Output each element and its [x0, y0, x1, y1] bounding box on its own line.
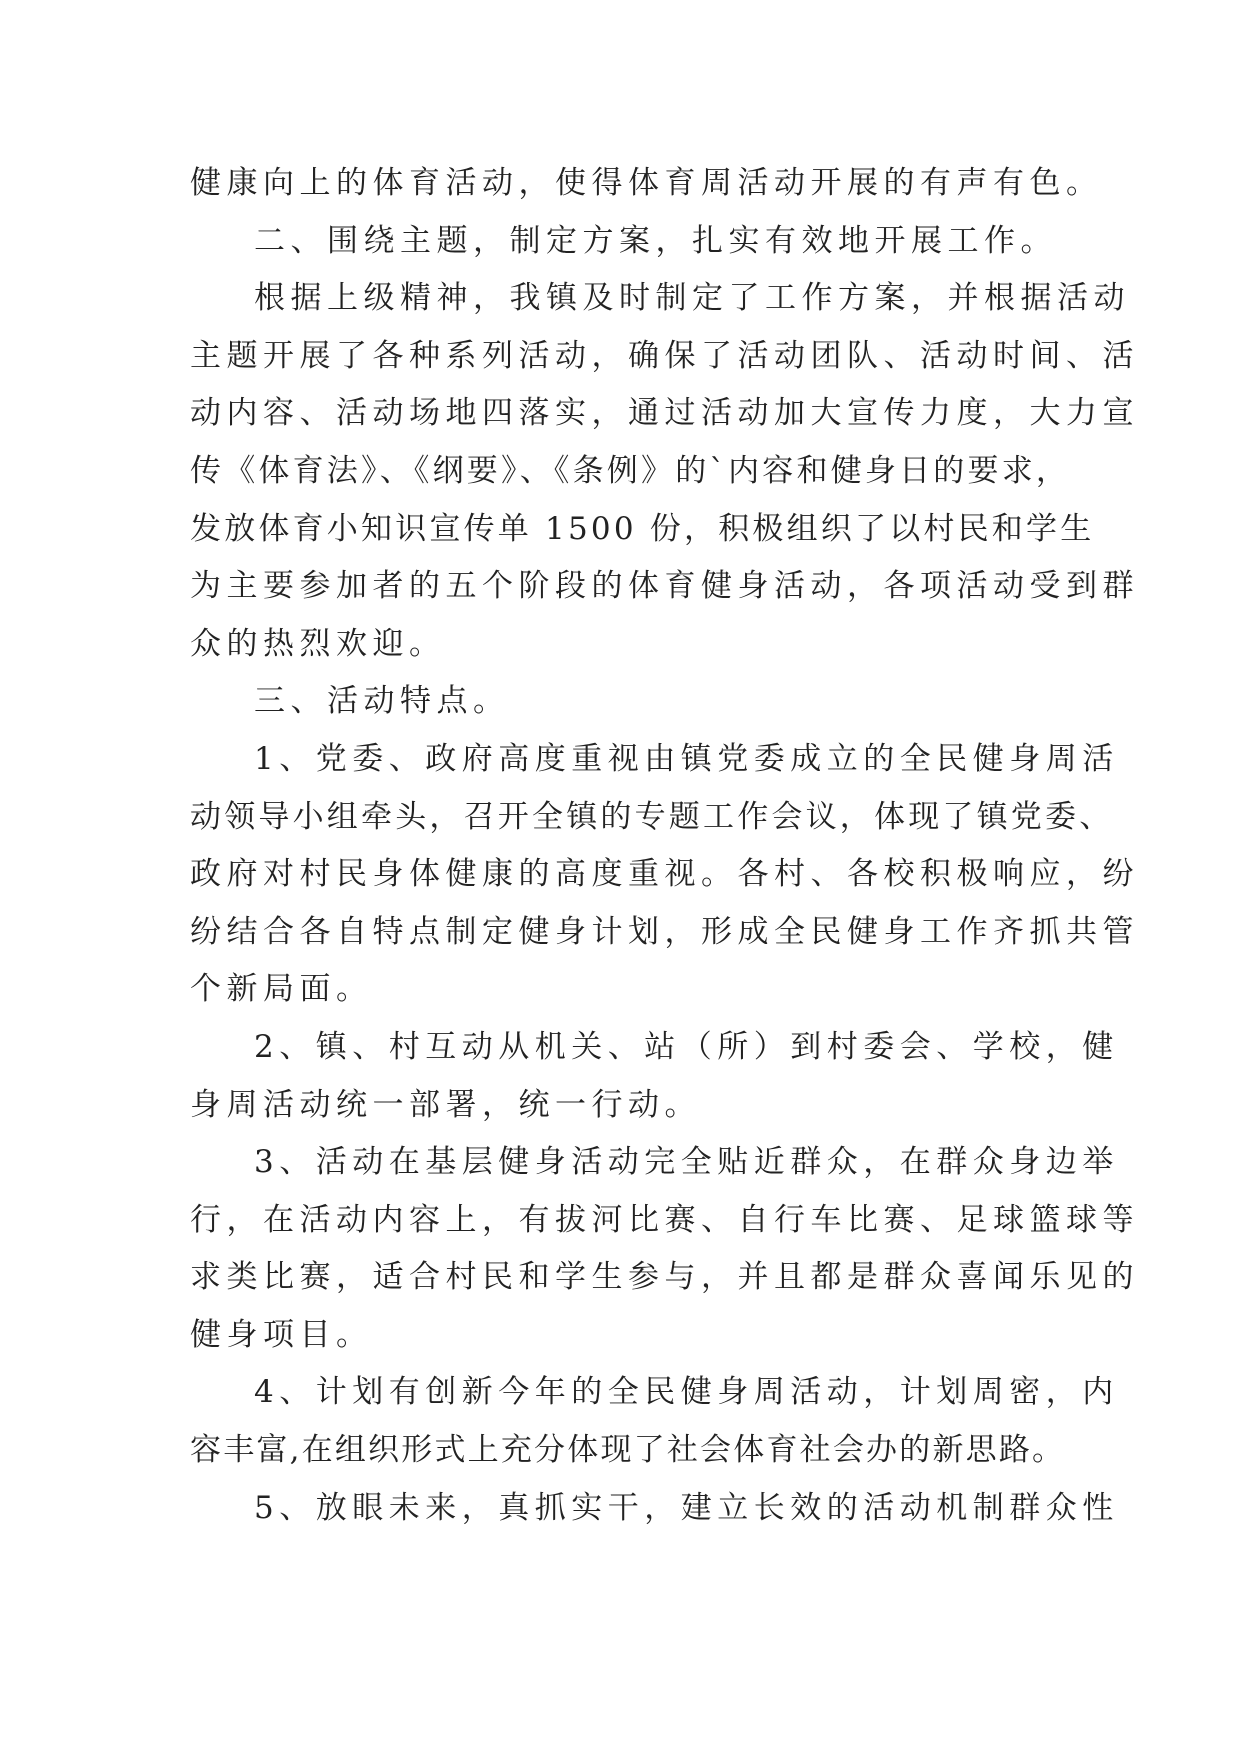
text-line: 健康向上的体育活动，使得体育周活动开展的有声有色。: [190, 165, 1103, 201]
document-body: [190, 155, 1139, 1537]
text-line: 3、活动在基层健身活动完全贴近群众，在群众身边举: [254, 1144, 1119, 1181]
text-line: 发放体育小知识宣传单 1500 份，积极组织了以村民和学生: [190, 510, 1095, 547]
text-line: 纷结合各自特点制定健身计划，形成全民健身工作齐抓共管: [190, 913, 1139, 950]
text-line: 行，在活动内容上，有拔河比赛、自行车比赛、足球篮球等: [190, 1201, 1139, 1238]
text-line: 个新局面。: [190, 971, 373, 1008]
text-line: 1、党委、政府高度重视由镇党委成立的全民健身周活: [254, 740, 1119, 777]
text-line: 5、放眼未来，真抓实干，建立长效的活动机制群众性: [254, 1489, 1119, 1526]
section-heading: 二、围绕主题，制定方案，扎实有效地开展工作。: [254, 222, 1057, 259]
text-line: 动领导小组牵头，召开全镇的专题工作会议，体现了镇党委、: [190, 798, 1114, 835]
text-line: 身周活动统一部署，统一行动。: [190, 1086, 701, 1123]
text-line: 4、计划有创新今年的全民健身周活动，计划周密，内: [254, 1374, 1119, 1411]
text-line: 众的热烈欢迎。: [190, 625, 446, 662]
text-line: 容丰富,在组织形式上充分体现了社会体育社会办的新思路。: [190, 1432, 1066, 1469]
text-line: 2、镇、村互动从机关、站（所）到村委会、学校，健: [254, 1028, 1119, 1065]
text-line: 传《体育法》、《纲要》、《条例》的`内容和健身日的要求，: [190, 452, 1071, 489]
text-line: 健身项目。: [190, 1316, 373, 1353]
text-line: 根据上级精神，我镇及时制定了工作方案，并根据活动: [254, 280, 1130, 317]
text-line: 政府对村民身体健康的高度重视。各村、各校积极响应，纷: [190, 856, 1139, 893]
text-line: 为主要参加者的五个阶段的体育健身活动，各项活动受到群: [190, 568, 1139, 605]
text-line: 主题开展了各种系列活动，确保了活动团队、活动时间、活: [190, 337, 1139, 374]
section-heading: 三、活动特点。: [254, 683, 510, 720]
text-line: 动内容、活动场地四落实，通过活动加大宣传力度，大力宣: [190, 395, 1139, 432]
text-line: 求类比赛，适合村民和学生参与，并且都是群众喜闻乐见的: [190, 1259, 1139, 1296]
